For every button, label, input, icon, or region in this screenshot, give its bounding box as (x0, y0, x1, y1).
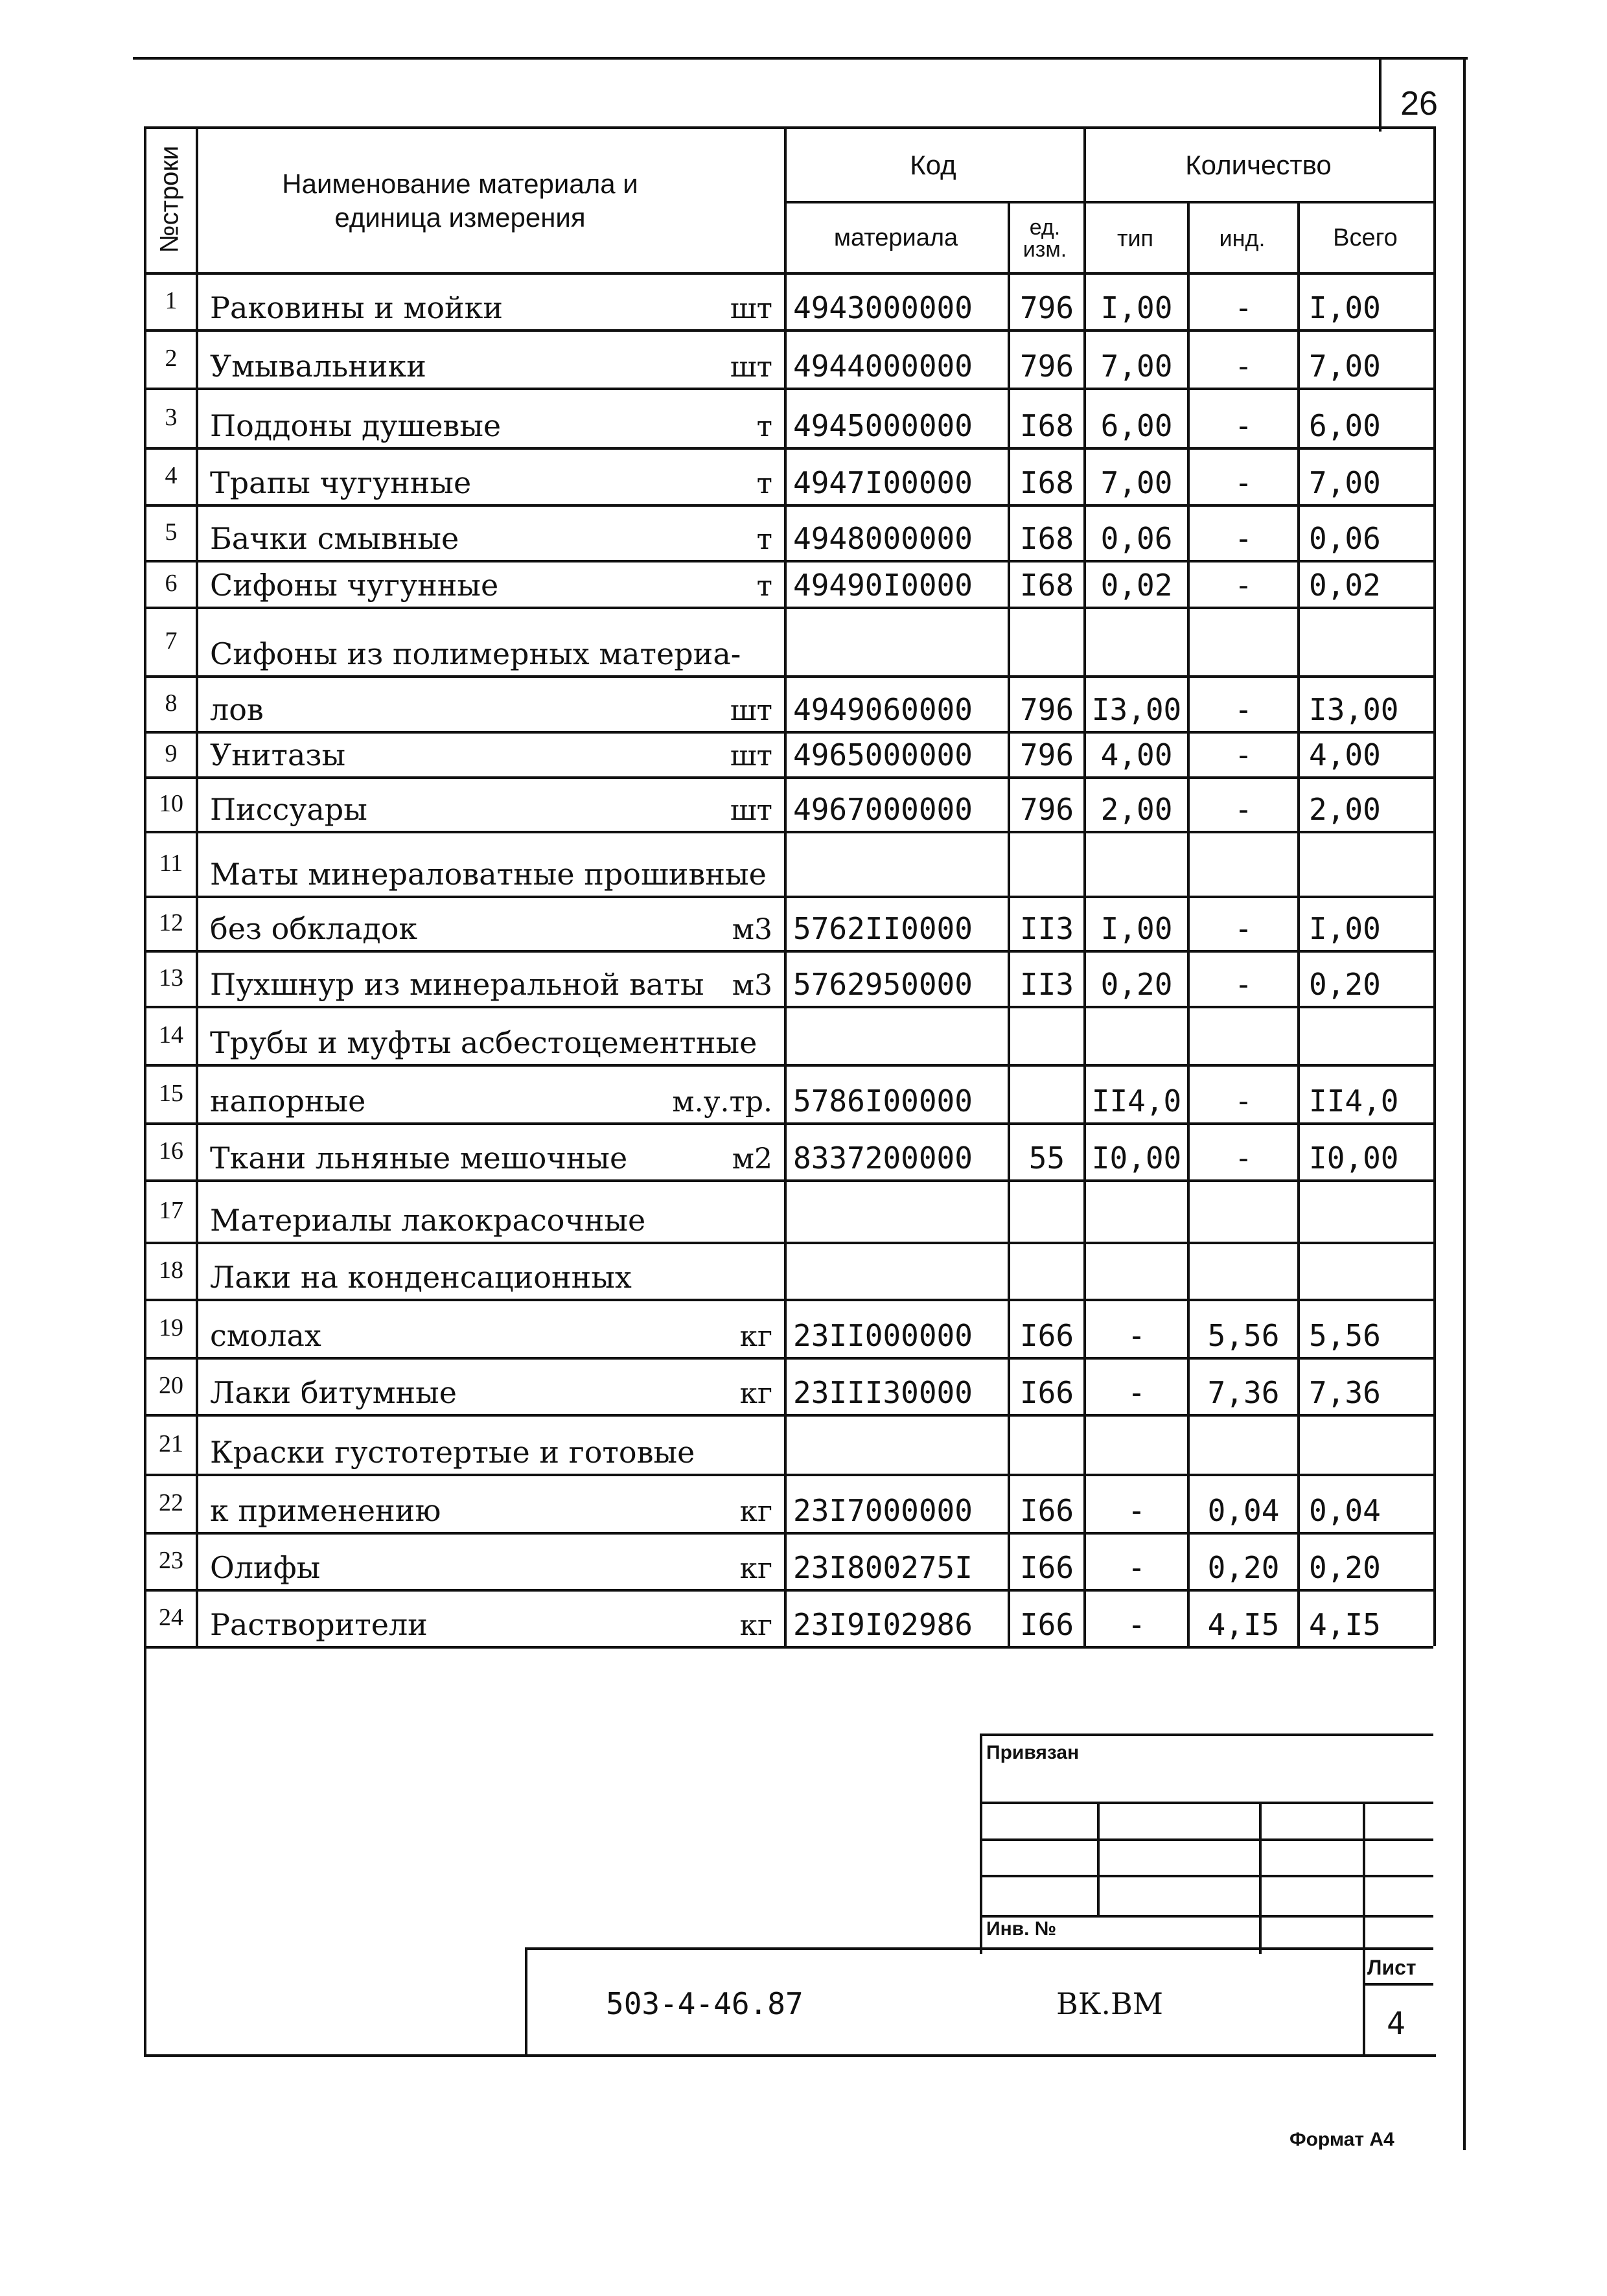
row-number: 14 (159, 1021, 183, 1049)
stamp-line (980, 1875, 1433, 1877)
qty-total: I,00 (1309, 911, 1381, 946)
qty-ind: 7,36 (1207, 1375, 1280, 1410)
qty-typ: II4,0 (1091, 1084, 1182, 1119)
material-name: без обкладок (210, 911, 418, 946)
qty-total (1302, 607, 1433, 675)
qty-total (1302, 1242, 1433, 1299)
material-name: Растворители (210, 1607, 428, 1642)
table-grid-line (784, 201, 1433, 203)
qty-total (1302, 1006, 1433, 1064)
row-number: 21 (159, 1430, 183, 1457)
qty-typ: 2,00 (1100, 792, 1173, 827)
sheet-label: Лист (1367, 1956, 1416, 1979)
qty-total: 5,56 (1309, 1318, 1381, 1353)
qty-typ (1086, 1414, 1187, 1474)
material-unit: шт (730, 694, 772, 727)
row-number: 6 (165, 570, 178, 597)
material-name: Лаки битумные (210, 1375, 457, 1410)
stamp-line (980, 1734, 982, 1954)
qty-total: 0,04 (1309, 1493, 1381, 1528)
unit-code: I66 (1019, 1607, 1074, 1642)
qty-typ (1086, 1242, 1187, 1299)
qty-ind: - (1234, 911, 1253, 946)
qty-total: 4,00 (1309, 737, 1381, 772)
document-code: 503-4-46.87 (606, 1986, 804, 2021)
qty-typ: 7,00 (1100, 465, 1173, 500)
right-border-line (1463, 57, 1466, 2150)
stamp-line (980, 1734, 1433, 1736)
qty-typ: 7,00 (1100, 349, 1173, 384)
material-name: к применению (210, 1493, 441, 1528)
material-unit: шт (730, 794, 772, 827)
qty-typ: I,00 (1100, 911, 1173, 946)
row-number: 8 (165, 690, 178, 717)
qty-ind: - (1234, 568, 1253, 603)
row-number: 12 (159, 909, 183, 936)
material-unit: т (756, 570, 772, 603)
material-code: 23I800275I (793, 1550, 973, 1585)
unit-code: 796 (1019, 349, 1074, 384)
row-number: 9 (165, 740, 178, 767)
qty-ind (1190, 1179, 1297, 1242)
unit-code: II3 (1019, 967, 1074, 1002)
qty-ind: - (1234, 290, 1253, 325)
material-name: Умывальники (210, 349, 426, 384)
qty-ind: 4,I5 (1207, 1607, 1280, 1642)
material-code (787, 1414, 1008, 1474)
material-code (787, 1006, 1008, 1064)
unit-code: 796 (1019, 290, 1074, 325)
header-quantity: Количество (1185, 149, 1332, 180)
material-unit: кг (739, 1377, 772, 1410)
row-number: 18 (159, 1257, 183, 1284)
qty-typ: - (1127, 1607, 1146, 1642)
material-unit: м3 (732, 913, 772, 946)
qty-typ (1086, 831, 1187, 896)
row-number: 20 (159, 1372, 183, 1399)
qty-total (1302, 831, 1433, 896)
stamp-line (525, 1947, 527, 2054)
qty-total: 0,02 (1309, 568, 1381, 603)
material-unit: шт (730, 739, 772, 772)
row-number: 19 (159, 1314, 183, 1341)
stamp-line (980, 1915, 1433, 1918)
qty-total: II4,0 (1309, 1084, 1399, 1119)
material-code: 4947I00000 (793, 465, 973, 500)
material-unit (198, 1242, 784, 1299)
material-unit: шт (730, 351, 772, 384)
qty-typ (1086, 1006, 1187, 1064)
qty-typ: 0,02 (1100, 568, 1173, 603)
unit-code (1010, 831, 1083, 896)
material-name: напорные (210, 1084, 366, 1119)
qty-ind: - (1234, 349, 1253, 384)
linked-label: Привязан (986, 1742, 1080, 1763)
inv-number-label: Инв. № (986, 1918, 1057, 1940)
row-number: 1 (165, 287, 178, 314)
material-code: 23II000000 (793, 1318, 973, 1353)
qty-ind: 0,20 (1207, 1550, 1280, 1585)
unit-code: I68 (1019, 408, 1074, 443)
qty-ind: - (1234, 1141, 1253, 1176)
material-name: Сифоны чугунные (210, 568, 499, 603)
material-unit: шт (730, 292, 772, 325)
stamp-line (1363, 1983, 1433, 1986)
material-code: 4948000000 (793, 521, 973, 556)
unit-code: I66 (1019, 1493, 1074, 1528)
qty-total: I,00 (1309, 290, 1381, 325)
material-name: Трубы и муфты асбестоцементные (210, 1025, 757, 1060)
material-name: Сифоны из полимерных материа- (210, 636, 741, 671)
material-name: Бачки смывные (210, 521, 459, 556)
header-material-name: Наименование материала и единица измерения (282, 168, 638, 233)
qty-total (1302, 1179, 1433, 1242)
qty-total: I0,00 (1309, 1141, 1399, 1176)
material-code: 5762950000 (793, 967, 973, 1002)
header-row-number: №строки (155, 145, 184, 253)
material-unit: м.у.тр. (672, 1085, 772, 1119)
row-number: 3 (165, 404, 178, 431)
qty-typ: - (1127, 1375, 1146, 1410)
material-name: Трапы чугунные (210, 465, 472, 500)
qty-typ: 6,00 (1100, 408, 1173, 443)
row-number: 10 (159, 790, 183, 817)
unit-code: I68 (1019, 568, 1074, 603)
material-code: 4965000000 (793, 737, 973, 772)
qty-total: 7,36 (1309, 1375, 1381, 1410)
header-code-material: материала (833, 224, 958, 251)
table-grid-line (144, 1646, 1433, 1649)
sheet-number: 4 (1387, 2006, 1405, 2042)
header-qty-total: Всего (1333, 224, 1398, 251)
stamp-line (1097, 1802, 1100, 1915)
stamp-line (980, 1838, 1433, 1841)
page-number: 26 (1400, 85, 1438, 122)
material-unit: т (756, 523, 772, 556)
row-number: 2 (165, 345, 178, 372)
row-number: 15 (159, 1080, 183, 1107)
qty-typ: I0,00 (1091, 1141, 1182, 1176)
qty-ind: - (1234, 465, 1253, 500)
qty-ind: - (1234, 967, 1253, 1002)
material-code (787, 831, 1008, 896)
header-code: Код (910, 149, 956, 180)
unit-code: 796 (1019, 737, 1074, 772)
material-code: 23I7000000 (793, 1493, 973, 1528)
qty-typ: I,00 (1100, 290, 1173, 325)
document-mark: ВК.ВМ (1056, 1986, 1163, 2021)
qty-typ: 0,06 (1100, 521, 1173, 556)
material-code (787, 607, 1008, 675)
material-code: 23I9I02986 (793, 1607, 973, 1642)
stamp-line (1363, 1802, 1365, 1954)
qty-total: 4,I5 (1309, 1607, 1381, 1642)
header-qty-typ: тип (1116, 225, 1154, 251)
header-qty-ind: инд. (1219, 225, 1266, 251)
row-number: 22 (159, 1489, 183, 1516)
row-number: 24 (159, 1604, 183, 1631)
qty-total: 7,00 (1309, 349, 1381, 384)
qty-ind: - (1234, 1084, 1253, 1119)
qty-ind: 5,56 (1207, 1318, 1280, 1353)
stamp-line (1363, 1947, 1365, 2054)
material-code: 4943000000 (793, 290, 973, 325)
qty-typ: - (1127, 1493, 1146, 1528)
qty-ind: - (1234, 521, 1253, 556)
top-border-line (133, 57, 1468, 60)
material-name: Пухшнур из минеральной ваты (210, 967, 704, 1002)
stamp-line (1259, 1802, 1262, 1954)
unit-code (1010, 1414, 1083, 1474)
row-number: 16 (159, 1137, 183, 1165)
unit-code: I66 (1019, 1375, 1074, 1410)
row-number: 4 (165, 462, 178, 489)
material-name: Писсуары (210, 792, 367, 827)
unit-code (1010, 1179, 1083, 1242)
table-grid-line (1433, 126, 1436, 1646)
material-name: Маты минераловатные прошивные (210, 857, 767, 892)
table-grid-line (144, 2054, 1436, 2057)
material-code (787, 1179, 1008, 1242)
material-unit: кг (739, 1552, 772, 1585)
row-number: 23 (159, 1547, 183, 1574)
material-unit: кг (739, 1609, 772, 1642)
qty-ind: - (1234, 408, 1253, 443)
material-code (787, 1242, 1008, 1299)
material-code: 4945000000 (793, 408, 973, 443)
header-code-unit: ед. изм. (1023, 215, 1067, 262)
qty-total: I3,00 (1309, 692, 1399, 727)
material-name: Краски густотертые и готовые (210, 1435, 695, 1470)
material-unit (198, 831, 784, 896)
qty-typ (1086, 607, 1187, 675)
material-code: 4967000000 (793, 792, 973, 827)
unit-code (1010, 1006, 1083, 1064)
unit-code (1010, 1064, 1083, 1122)
table-grid-line (144, 126, 1436, 129)
material-code: 8337200000 (793, 1141, 973, 1176)
qty-ind: - (1234, 792, 1253, 827)
stamp-line (525, 1947, 1433, 1950)
material-name: Поддоны душевые (210, 408, 502, 443)
material-name: Ткани льняные мешочные (210, 1141, 628, 1176)
qty-typ: 0,20 (1100, 967, 1173, 1002)
material-name: Унитазы (210, 737, 346, 772)
row-number: 11 (159, 850, 183, 877)
material-code: 4949060000 (793, 692, 973, 727)
qty-typ (1086, 1179, 1187, 1242)
material-name: лов (210, 692, 264, 727)
material-code: 5762II0000 (793, 911, 973, 946)
material-code: 5786I00000 (793, 1084, 973, 1119)
material-unit: м3 (732, 969, 772, 1002)
unit-code (1010, 607, 1083, 675)
material-unit: т (756, 410, 772, 443)
unit-code (1010, 1242, 1083, 1299)
qty-total: 0,20 (1309, 967, 1381, 1002)
unit-code: II3 (1019, 911, 1074, 946)
qty-total (1302, 1414, 1433, 1474)
qty-total: 6,00 (1309, 408, 1381, 443)
unit-code: 796 (1019, 792, 1074, 827)
qty-ind (1190, 1414, 1297, 1474)
material-unit: кг (739, 1495, 772, 1528)
row-number: 7 (165, 627, 178, 655)
table-grid-line (1297, 201, 1300, 1646)
material-unit: т (756, 467, 772, 500)
qty-ind (1190, 1006, 1297, 1064)
material-unit: м2 (732, 1142, 772, 1176)
material-unit: кг (739, 1320, 772, 1353)
material-name: Раковины и мойки (210, 290, 503, 325)
qty-ind: 0,04 (1207, 1493, 1280, 1528)
material-name: Олифы (210, 1550, 321, 1585)
unit-code: I66 (1019, 1318, 1074, 1353)
qty-total: 7,00 (1309, 465, 1381, 500)
qty-ind: - (1234, 692, 1253, 727)
row-number: 13 (159, 964, 183, 991)
qty-typ: I3,00 (1091, 692, 1182, 727)
material-name: смолах (210, 1318, 321, 1353)
qty-total: 0,06 (1309, 521, 1381, 556)
material-unit (198, 1179, 784, 1242)
qty-typ: - (1127, 1318, 1146, 1353)
qty-typ: 4,00 (1100, 737, 1173, 772)
material-code: 23III30000 (793, 1375, 973, 1410)
material-unit (198, 607, 784, 675)
qty-typ: - (1127, 1550, 1146, 1585)
material-code: 4944000000 (793, 349, 973, 384)
unit-code: I66 (1019, 1550, 1074, 1585)
qty-ind: - (1234, 737, 1253, 772)
format-label: Формат А4 (1289, 2129, 1394, 2150)
material-name: Материалы лакокрасочные (210, 1203, 646, 1238)
qty-ind (1190, 1242, 1297, 1299)
qty-total: 0,20 (1309, 1550, 1381, 1585)
material-unit (198, 1414, 784, 1474)
material-unit (198, 1006, 784, 1064)
material-name: Лаки на конденсационных (210, 1260, 632, 1295)
material-code: 49490I0000 (793, 568, 973, 603)
qty-ind (1190, 607, 1297, 675)
stamp-line (980, 1802, 1433, 1804)
row-number: 17 (159, 1197, 183, 1224)
unit-code: I68 (1019, 521, 1074, 556)
row-number: 5 (165, 518, 178, 546)
qty-total: 2,00 (1309, 792, 1381, 827)
unit-code: 796 (1019, 692, 1074, 727)
unit-code: I68 (1019, 465, 1074, 500)
qty-ind (1190, 831, 1297, 896)
unit-code: 55 (1028, 1141, 1065, 1176)
